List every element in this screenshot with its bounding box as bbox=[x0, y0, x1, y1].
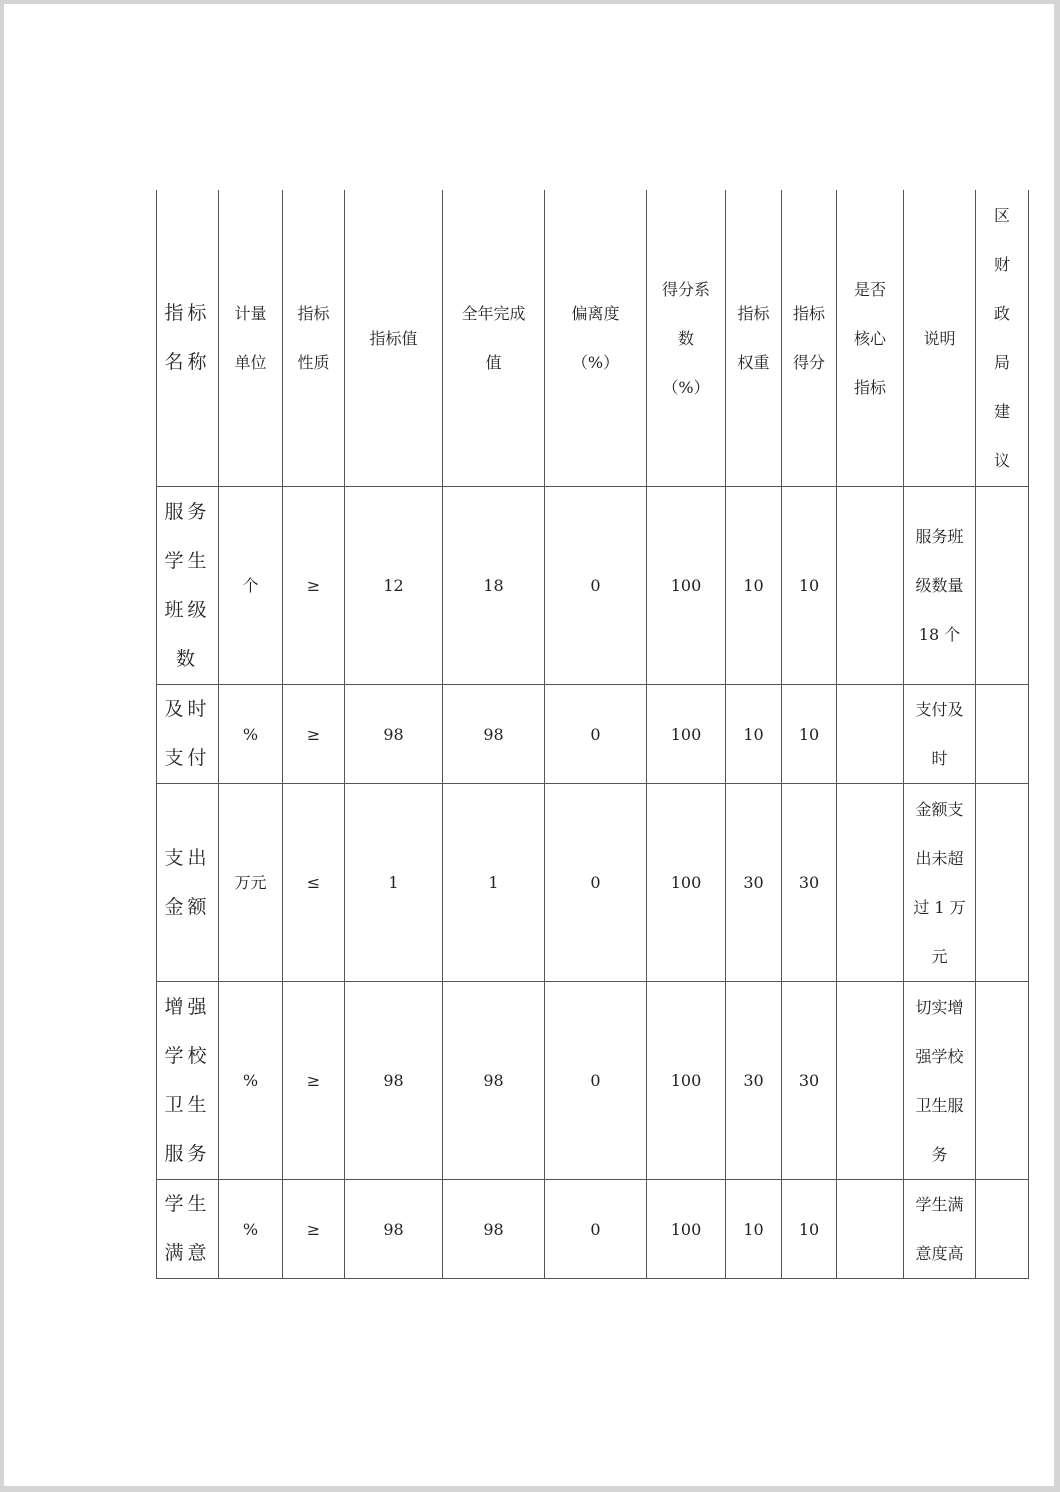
cell-unit: % bbox=[219, 1180, 283, 1279]
cell-target-value: 98 bbox=[345, 685, 443, 784]
cell-score: 10 bbox=[782, 1180, 837, 1279]
cell-indicator-name: 支出 金额 bbox=[157, 784, 219, 982]
table-header-row bbox=[157, 190, 1029, 487]
cell-unit: 个 bbox=[219, 487, 283, 685]
cell-score: 30 bbox=[782, 982, 837, 1180]
cell-weight: 10 bbox=[726, 1180, 782, 1279]
cell-is-core bbox=[837, 784, 904, 982]
cell-note: 学生满 意度高 bbox=[904, 1180, 976, 1279]
cell-annual-actual: 18 bbox=[443, 487, 545, 685]
cell-note: 服务班 级数量 18 个 bbox=[904, 487, 976, 685]
cell-deviation: 0 bbox=[545, 784, 647, 982]
cell-annual-actual: 98 bbox=[443, 685, 545, 784]
cell-indicator-name: 及时 支付 bbox=[157, 685, 219, 784]
cell-is-core bbox=[837, 487, 904, 685]
cell-target-value: 1 bbox=[345, 784, 443, 982]
header-score-coefficient: 得分系 数 （%） bbox=[647, 190, 726, 487]
header-deviation: 偏离度 （%） bbox=[545, 190, 647, 487]
header-weight: 指标 权重 bbox=[726, 190, 782, 487]
cell-weight: 10 bbox=[726, 487, 782, 685]
document-page bbox=[4, 4, 1054, 1486]
cell-deviation: 0 bbox=[545, 1180, 647, 1279]
cell-target-value: 98 bbox=[345, 1180, 443, 1279]
cell-suggestion bbox=[976, 487, 1029, 685]
cell-nature: ≥ bbox=[283, 685, 345, 784]
header-is-core: 是否 核心 指标 bbox=[837, 190, 904, 487]
cell-suggestion bbox=[976, 685, 1029, 784]
header-score: 指标 得分 bbox=[782, 190, 837, 487]
cell-nature: ≤ bbox=[283, 784, 345, 982]
cell-note: 金额支 出未超 过 1 万 元 bbox=[904, 784, 976, 982]
cell-indicator-name: 学生 满意 bbox=[157, 1180, 219, 1279]
cell-weight: 10 bbox=[726, 685, 782, 784]
performance-indicator-table bbox=[156, 190, 1029, 1279]
cell-nature: ≥ bbox=[283, 487, 345, 685]
cell-score-coefficient: 100 bbox=[647, 982, 726, 1180]
cell-nature: ≥ bbox=[283, 982, 345, 1180]
table-row bbox=[157, 685, 1029, 784]
cell-score-coefficient: 100 bbox=[647, 1180, 726, 1279]
cell-target-value: 98 bbox=[345, 982, 443, 1180]
cell-indicator-name: 增强 学校 卫生 服务 bbox=[157, 982, 219, 1180]
cell-is-core bbox=[837, 1180, 904, 1279]
header-target-value: 指标值 bbox=[345, 190, 443, 487]
cell-score-coefficient: 100 bbox=[647, 784, 726, 982]
cell-annual-actual: 98 bbox=[443, 1180, 545, 1279]
cell-note: 支付及 时 bbox=[904, 685, 976, 784]
cell-suggestion bbox=[976, 784, 1029, 982]
cell-suggestion bbox=[976, 982, 1029, 1180]
cell-target-value: 12 bbox=[345, 487, 443, 685]
table-row bbox=[157, 1180, 1029, 1279]
table-row bbox=[157, 982, 1029, 1180]
cell-indicator-name: 服务 学生 班级 数 bbox=[157, 487, 219, 685]
cell-deviation: 0 bbox=[545, 487, 647, 685]
cell-score: 30 bbox=[782, 784, 837, 982]
cell-weight: 30 bbox=[726, 982, 782, 1180]
table-row bbox=[157, 784, 1029, 982]
cell-score-coefficient: 100 bbox=[647, 487, 726, 685]
cell-note: 切实增 强学校 卫生服 务 bbox=[904, 982, 976, 1180]
header-indicator-name: 指标 名称 bbox=[157, 190, 219, 487]
header-unit: 计量 单位 bbox=[219, 190, 283, 487]
header-finance-bureau-suggestion: 区 财 政 局 建 议 bbox=[976, 190, 1029, 487]
header-annual-actual: 全年完成 值 bbox=[443, 190, 545, 487]
cell-score: 10 bbox=[782, 685, 837, 784]
cell-unit: % bbox=[219, 982, 283, 1180]
cell-score: 10 bbox=[782, 487, 837, 685]
cell-unit: 万元 bbox=[219, 784, 283, 982]
cell-is-core bbox=[837, 982, 904, 1180]
cell-weight: 30 bbox=[726, 784, 782, 982]
cell-unit: % bbox=[219, 685, 283, 784]
cell-score-coefficient: 100 bbox=[647, 685, 726, 784]
table-row bbox=[157, 487, 1029, 685]
cell-nature: ≥ bbox=[283, 1180, 345, 1279]
cell-deviation: 0 bbox=[545, 982, 647, 1180]
header-nature: 指标 性质 bbox=[283, 190, 345, 487]
cell-suggestion bbox=[976, 1180, 1029, 1279]
cell-annual-actual: 98 bbox=[443, 982, 545, 1180]
cell-deviation: 0 bbox=[545, 685, 647, 784]
cell-is-core bbox=[837, 685, 904, 784]
cell-annual-actual: 1 bbox=[443, 784, 545, 982]
header-note: 说明 bbox=[904, 190, 976, 487]
